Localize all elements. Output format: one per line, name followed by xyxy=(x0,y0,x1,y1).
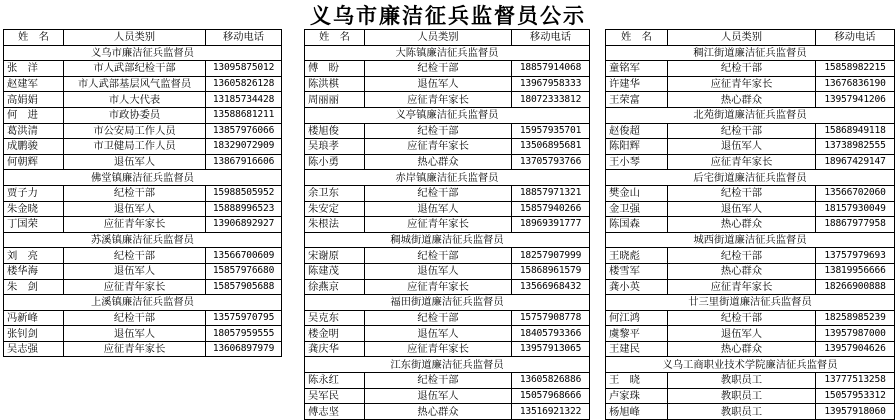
table-row xyxy=(606,139,895,155)
member-name: 楼旭俊 xyxy=(305,123,365,139)
roster-table-2 xyxy=(304,29,590,420)
member-name: 楼雪军 xyxy=(606,263,668,279)
table-row xyxy=(305,341,590,357)
header-phone: 移动电话 xyxy=(206,30,282,46)
member-name: 冯新峰 xyxy=(4,310,64,326)
member-phone: 18157930049 xyxy=(816,201,895,217)
member-category: 退伍军人 xyxy=(365,201,512,217)
table-row xyxy=(4,185,282,201)
member-phone: 18057959555 xyxy=(206,326,282,342)
member-name: 傅 盼 xyxy=(305,61,365,77)
member-category: 退伍军人 xyxy=(64,326,206,342)
member-category: 热心群众 xyxy=(668,263,816,279)
member-category: 市卫健局工作人员 xyxy=(64,139,206,155)
member-category: 应征青年家长 xyxy=(64,217,206,233)
member-phone: 18405793366 xyxy=(512,326,590,342)
table-row xyxy=(606,341,895,357)
member-name: 宋谢原 xyxy=(305,248,365,264)
table-row xyxy=(4,139,282,155)
member-name: 贾子力 xyxy=(4,185,64,201)
member-phone: 18969391777 xyxy=(512,217,590,233)
table-row xyxy=(606,373,895,389)
group-label: 苏溪镇廉洁征兵监督员 xyxy=(4,232,282,248)
member-name: 刘 亮 xyxy=(4,248,64,264)
header-category: 人员类别 xyxy=(64,30,206,46)
table-row xyxy=(4,326,282,342)
table-row xyxy=(4,92,282,108)
member-category: 纪检干部 xyxy=(365,310,512,326)
group-header-row xyxy=(606,45,895,61)
member-phone: 13957913065 xyxy=(512,341,590,357)
roster-table-3 xyxy=(605,29,895,420)
group-label: 义亭镇廉洁征兵监督员 xyxy=(305,107,590,123)
member-category: 热心群众 xyxy=(365,154,512,170)
member-category: 应征青年家长 xyxy=(64,341,206,357)
member-name: 赵俊超 xyxy=(606,123,668,139)
member-phone: 18867977958 xyxy=(816,217,895,233)
member-phone: 13566700609 xyxy=(206,248,282,264)
member-phone: 15857905688 xyxy=(206,279,282,295)
table-row xyxy=(606,326,895,342)
member-name: 杨旭峰 xyxy=(606,404,668,420)
member-phone: 13957904626 xyxy=(816,341,895,357)
member-name: 周丽丽 xyxy=(305,92,365,108)
member-name: 何江鸿 xyxy=(606,310,668,326)
member-category: 热心群众 xyxy=(668,92,816,108)
group-label: 廿三里街道廉洁征兵监督员 xyxy=(606,295,895,311)
page-title: 义乌市廉洁征兵监督员公示 xyxy=(310,4,586,28)
table-row xyxy=(606,76,895,92)
group-header-row xyxy=(606,295,895,311)
table-row xyxy=(606,217,895,233)
group-label: 佛堂镇廉洁征兵监督员 xyxy=(4,170,282,186)
group-header-row xyxy=(305,170,590,186)
member-phone: 13605826886 xyxy=(512,373,590,389)
group-header-row xyxy=(606,107,895,123)
table-row xyxy=(305,388,590,404)
table-row xyxy=(606,61,895,77)
table-row xyxy=(4,76,282,92)
member-name: 高娟娟 xyxy=(4,92,64,108)
member-name: 成鹏骏 xyxy=(4,139,64,155)
member-phone: 13967958333 xyxy=(512,76,590,92)
member-category: 退伍军人 xyxy=(668,201,816,217)
member-phone: 15868961579 xyxy=(512,263,590,279)
member-name: 陈小勇 xyxy=(305,154,365,170)
member-phone: 18258985239 xyxy=(816,310,895,326)
member-name: 朱金晓 xyxy=(4,201,64,217)
group-label: 江东街道廉洁征兵监督员 xyxy=(305,357,590,373)
member-phone: 18329072909 xyxy=(206,139,282,155)
member-name: 吴琅孝 xyxy=(305,139,365,155)
member-phone: 18257907999 xyxy=(512,248,590,264)
table-row xyxy=(4,310,282,326)
member-name: 葛洪清 xyxy=(4,123,64,139)
member-name: 龚庆华 xyxy=(305,341,365,357)
table-row xyxy=(305,92,590,108)
member-category: 纪检干部 xyxy=(365,185,512,201)
member-phone: 13857976066 xyxy=(206,123,282,139)
table-row xyxy=(606,92,895,108)
member-category: 市人大代表 xyxy=(64,92,206,108)
member-name: 吴克东 xyxy=(305,310,365,326)
member-phone: 15858982215 xyxy=(816,61,895,77)
member-category: 退伍军人 xyxy=(64,201,206,217)
group-header-row xyxy=(4,170,282,186)
group-header-row xyxy=(606,232,895,248)
roster-table-1 xyxy=(3,29,282,357)
member-name: 虞黎平 xyxy=(606,326,668,342)
member-phone: 13185734428 xyxy=(206,92,282,108)
member-phone: 13095875012 xyxy=(206,61,282,77)
header-name: 姓 名 xyxy=(4,30,64,46)
table-row xyxy=(305,279,590,295)
group-label: 义乌工商职业技术学院廉洁征兵监督员 xyxy=(606,357,895,373)
member-name: 陈洪棋 xyxy=(305,76,365,92)
member-category: 纪检干部 xyxy=(668,310,816,326)
member-name: 许建华 xyxy=(606,76,668,92)
member-phone: 13588681211 xyxy=(206,107,282,123)
member-name: 陈建茂 xyxy=(305,263,365,279)
group-label: 大陈镇廉洁征兵监督员 xyxy=(305,45,590,61)
table-row xyxy=(305,263,590,279)
member-phone: 13757979693 xyxy=(816,248,895,264)
group-header-row xyxy=(305,357,590,373)
group-header-row xyxy=(305,45,590,61)
member-phone: 15057953312 xyxy=(816,388,895,404)
member-category: 市人武部基层风气监督员 xyxy=(64,76,206,92)
member-category: 退伍军人 xyxy=(668,139,816,155)
table-row xyxy=(606,123,895,139)
table-row xyxy=(4,279,282,295)
header-phone: 移动电话 xyxy=(816,30,895,46)
member-category: 退伍军人 xyxy=(64,154,206,170)
member-category: 应征青年家长 xyxy=(365,341,512,357)
member-category: 纪检干部 xyxy=(668,61,816,77)
group-header-row xyxy=(4,45,282,61)
member-phone: 13957987000 xyxy=(816,326,895,342)
table-row xyxy=(4,123,282,139)
member-category: 纪检干部 xyxy=(64,248,206,264)
member-phone: 18967429147 xyxy=(816,154,895,170)
member-phone: 13516921322 xyxy=(512,404,590,420)
member-phone: 15868949118 xyxy=(816,123,895,139)
member-category: 市人武部纪检干部 xyxy=(64,61,206,77)
member-category: 应征青年家长 xyxy=(365,139,512,155)
member-name: 陈国森 xyxy=(606,217,668,233)
member-phone: 13867916606 xyxy=(206,154,282,170)
table-row xyxy=(4,154,282,170)
member-phone: 15857940266 xyxy=(512,201,590,217)
member-name: 王 晓 xyxy=(606,373,668,389)
member-category: 应征青年家长 xyxy=(365,217,512,233)
member-name: 傅志坚 xyxy=(305,404,365,420)
member-phone: 13957941206 xyxy=(816,92,895,108)
member-name: 张 洋 xyxy=(4,61,64,77)
table-row xyxy=(305,123,590,139)
member-category: 热心群众 xyxy=(668,217,816,233)
group-header-row xyxy=(4,232,282,248)
table-row xyxy=(4,263,282,279)
table-row xyxy=(606,201,895,217)
member-category: 纪检干部 xyxy=(365,61,512,77)
member-category: 应征青年家长 xyxy=(365,279,512,295)
group-header-row xyxy=(606,170,895,186)
table-row xyxy=(606,310,895,326)
member-category: 纪检干部 xyxy=(668,185,816,201)
member-phone: 13819956666 xyxy=(816,263,895,279)
member-category: 市政协委员 xyxy=(64,107,206,123)
member-name: 王荣富 xyxy=(606,92,668,108)
member-phone: 13506895681 xyxy=(512,139,590,155)
table-header-row xyxy=(4,30,282,46)
member-category: 教职员工 xyxy=(668,404,816,420)
table-row xyxy=(305,61,590,77)
group-header-row xyxy=(305,107,590,123)
member-name: 樊金山 xyxy=(606,185,668,201)
table-row xyxy=(305,373,590,389)
table-row xyxy=(4,341,282,357)
table-row xyxy=(4,201,282,217)
member-name: 赵建军 xyxy=(4,76,64,92)
table-row xyxy=(606,248,895,264)
member-phone: 13606897979 xyxy=(206,341,282,357)
member-name: 徐燕京 xyxy=(305,279,365,295)
member-name: 何 进 xyxy=(4,107,64,123)
table-row xyxy=(305,201,590,217)
member-name: 卢家珠 xyxy=(606,388,668,404)
member-category: 教职员工 xyxy=(668,388,816,404)
table-row xyxy=(606,388,895,404)
member-phone: 13676836190 xyxy=(816,76,895,92)
member-name: 楼金明 xyxy=(305,326,365,342)
member-name: 童铭军 xyxy=(606,61,668,77)
member-phone: 13566968432 xyxy=(512,279,590,295)
member-phone: 13777513258 xyxy=(816,373,895,389)
table-row xyxy=(305,217,590,233)
member-category: 应征青年家长 xyxy=(64,279,206,295)
group-label: 北苑街道廉洁征兵监督员 xyxy=(606,107,895,123)
group-label: 赤岸镇廉洁征兵监督员 xyxy=(305,170,590,186)
group-header-row xyxy=(606,357,895,373)
member-phone: 15757908778 xyxy=(512,310,590,326)
group-header-row xyxy=(305,232,590,248)
table-row xyxy=(606,154,895,170)
member-phone: 13906892927 xyxy=(206,217,282,233)
member-category: 热心群众 xyxy=(365,404,512,420)
member-category: 退伍军人 xyxy=(365,76,512,92)
member-phone: 18857971321 xyxy=(512,185,590,201)
member-category: 退伍军人 xyxy=(365,263,512,279)
member-category: 纪检干部 xyxy=(64,185,206,201)
member-name: 朱根法 xyxy=(305,217,365,233)
member-category: 应征青年家长 xyxy=(668,76,816,92)
member-category: 纪检干部 xyxy=(365,248,512,264)
member-phone: 13957918060 xyxy=(816,404,895,420)
member-category: 纪检干部 xyxy=(365,123,512,139)
member-phone: 15857976680 xyxy=(206,263,282,279)
member-category: 热心群众 xyxy=(668,341,816,357)
group-header-row xyxy=(305,295,590,311)
table-header-row xyxy=(305,30,590,46)
member-category: 纪检干部 xyxy=(668,248,816,264)
header-category: 人员类别 xyxy=(668,30,816,46)
group-label: 义乌市廉洁征兵监督员 xyxy=(4,45,282,61)
member-phone: 13566702060 xyxy=(816,185,895,201)
member-name: 朱 剑 xyxy=(4,279,64,295)
table-header-row xyxy=(606,30,895,46)
group-label: 福田街道廉洁征兵监督员 xyxy=(305,295,590,311)
member-phone: 13705793766 xyxy=(512,154,590,170)
group-label: 稠江街道廉洁征兵监督员 xyxy=(606,45,895,61)
table-row xyxy=(606,263,895,279)
member-phone: 13605826128 xyxy=(206,76,282,92)
member-phone: 18072333812 xyxy=(512,92,590,108)
table-row xyxy=(606,185,895,201)
member-name: 王小琴 xyxy=(606,154,668,170)
member-category: 应征青年家长 xyxy=(668,154,816,170)
member-name: 王晓彪 xyxy=(606,248,668,264)
member-name: 陈永红 xyxy=(305,373,365,389)
member-category: 纪检干部 xyxy=(365,373,512,389)
member-name: 张钊剑 xyxy=(4,326,64,342)
member-phone: 15957935701 xyxy=(512,123,590,139)
table-row xyxy=(305,404,590,420)
member-category: 退伍军人 xyxy=(365,388,512,404)
member-category: 纪检干部 xyxy=(64,310,206,326)
header-name: 姓 名 xyxy=(606,30,668,46)
table-row xyxy=(4,61,282,77)
member-phone: 13738982555 xyxy=(816,139,895,155)
group-label: 城西街道廉洁征兵监督员 xyxy=(606,232,895,248)
member-phone: 18266900888 xyxy=(816,279,895,295)
member-name: 余卫东 xyxy=(305,185,365,201)
member-name: 金卫强 xyxy=(606,201,668,217)
table-row xyxy=(606,279,895,295)
table-row xyxy=(305,76,590,92)
table-row xyxy=(305,139,590,155)
header-category: 人员类别 xyxy=(365,30,512,46)
member-name: 丁国荣 xyxy=(4,217,64,233)
table-row xyxy=(305,248,590,264)
table-row xyxy=(4,107,282,123)
header-phone: 移动电话 xyxy=(512,30,590,46)
table-row xyxy=(4,217,282,233)
member-phone: 15057968666 xyxy=(512,388,590,404)
group-header-row xyxy=(4,295,282,311)
table-row xyxy=(305,326,590,342)
member-category: 市公安局工作人员 xyxy=(64,123,206,139)
table-row xyxy=(305,154,590,170)
table-row xyxy=(305,185,590,201)
member-category: 教职员工 xyxy=(668,373,816,389)
member-name: 吴军民 xyxy=(305,388,365,404)
member-category: 退伍军人 xyxy=(668,326,816,342)
member-phone: 13575970795 xyxy=(206,310,282,326)
table-row xyxy=(305,310,590,326)
member-name: 朱安定 xyxy=(305,201,365,217)
member-phone: 15888996523 xyxy=(206,201,282,217)
member-name: 吴志强 xyxy=(4,341,64,357)
member-name: 王建民 xyxy=(606,341,668,357)
member-category: 退伍军人 xyxy=(64,263,206,279)
member-phone: 18857914068 xyxy=(512,61,590,77)
group-label: 后宅街道廉洁征兵监督员 xyxy=(606,170,895,186)
group-label: 上溪镇廉洁征兵监督员 xyxy=(4,295,282,311)
member-category: 纪检干部 xyxy=(668,123,816,139)
header-name: 姓 名 xyxy=(305,30,365,46)
member-phone: 15988505952 xyxy=(206,185,282,201)
member-name: 龚小英 xyxy=(606,279,668,295)
table-row xyxy=(4,248,282,264)
member-category: 退伍军人 xyxy=(365,326,512,342)
member-name: 陈阳辉 xyxy=(606,139,668,155)
member-name: 何朝辉 xyxy=(4,154,64,170)
member-name: 楼华海 xyxy=(4,263,64,279)
group-label: 稠城街道廉洁征兵监督员 xyxy=(305,232,590,248)
table-row xyxy=(606,404,895,420)
member-category: 应征青年家长 xyxy=(668,279,816,295)
member-category: 应征青年家长 xyxy=(365,92,512,108)
